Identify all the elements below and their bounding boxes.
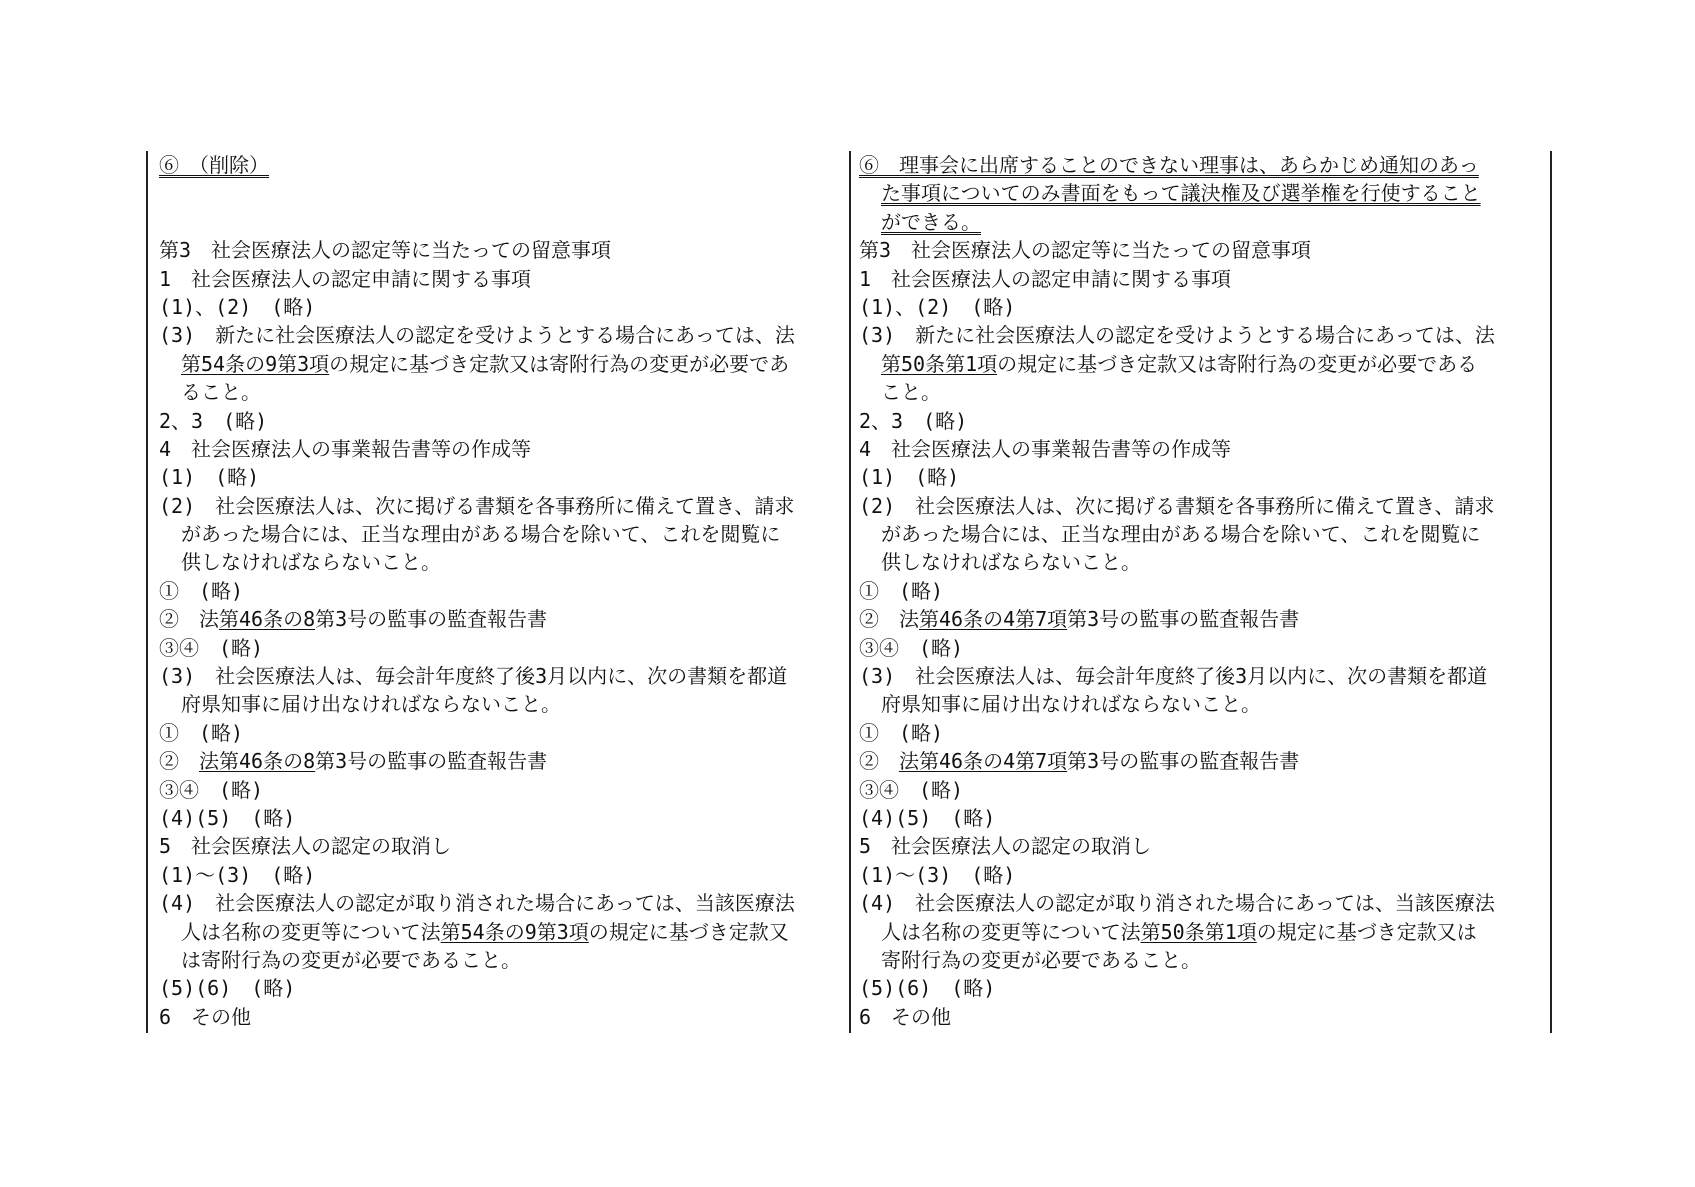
line-text: (5)(6) (略) [859, 976, 996, 1001]
line-text: 府県知事に届け出なければならないこと。 [881, 692, 1261, 717]
right-line-1 [859, 179, 1544, 207]
line-text: (4) 社会医療法人の認定が取り消された場合にあっては、当該医療法 [859, 891, 1495, 916]
right-line-18 [859, 662, 1544, 690]
line-text: ① (略) [859, 720, 944, 745]
line-text: (1)、(2) (略) [859, 294, 1016, 319]
left-line-7 [159, 350, 842, 378]
underlined-text: ⑥ 理事会に出席することのできない理事は、あらかじめ通知のあっ [859, 153, 1479, 177]
line-text: の規定に基づき定款又は寄附行為の変更が必要である [997, 351, 1478, 376]
left-column-old-text [159, 151, 842, 1031]
left-line-21 [159, 747, 842, 775]
left-line-12 [159, 492, 842, 520]
right-line-15 [859, 577, 1544, 605]
left-line-4 [159, 265, 842, 293]
center-divider [849, 151, 851, 1033]
line-text: ③④ (略) [859, 635, 964, 660]
underlined-text: 第50条第1項 [1140, 919, 1257, 944]
left-line-15 [159, 577, 842, 605]
right-line-30 [859, 1003, 1544, 1031]
left-line-18 [159, 662, 842, 690]
line-text: (1)～(3) (略) [159, 862, 316, 887]
line-text: (3) 新たに社会医療法人の認定を受けようとする場合にあっては、法 [159, 323, 795, 348]
right-column-new-text [859, 151, 1544, 1031]
line-text: (5)(6) (略) [159, 976, 296, 1001]
underlined-text: 第46条の8 [219, 607, 316, 632]
line-text: ること。 [181, 380, 261, 405]
underlined-text: 第54条の9第3項 [440, 919, 589, 944]
line-text: (3) 新たに社会医療法人の認定を受けようとする場合にあっては、法 [859, 323, 1495, 348]
line-text: 第3号の監事の監査報告書 [315, 607, 548, 632]
right-line-9 [859, 407, 1544, 435]
right-line-14 [859, 548, 1544, 576]
underlined-text: 第50条第1項 [881, 351, 998, 376]
left-line-0 [159, 151, 842, 179]
line-text: 2、3 (略) [859, 408, 968, 433]
right-line-11 [859, 463, 1544, 491]
line-text: (1) (略) [159, 465, 260, 490]
left-line-20 [159, 719, 842, 747]
line-text: があった場合には、正当な理由がある場合を除いて、これを閲覧に [181, 522, 781, 547]
line-text: 人は名称の変更等について法 [881, 919, 1141, 944]
line-text: 第3号の監事の監査報告書 [1067, 607, 1300, 632]
left-line-6 [159, 321, 842, 349]
underlined-text: 第46条の4第7項 [919, 607, 1068, 632]
line-text: 供しなければならないこと。 [181, 550, 441, 575]
right-line-13 [859, 520, 1544, 548]
line-text: 第3 社会医療法人の認定等に当たっての留意事項 [859, 238, 1312, 263]
line-text: 第3号の監事の監査報告書 [1067, 749, 1300, 774]
line-text: ① (略) [159, 720, 244, 745]
line-text: 6 その他 [859, 1004, 952, 1029]
right-line-4 [859, 265, 1544, 293]
left-line-3 [159, 236, 842, 264]
left-line-22 [159, 776, 842, 804]
right-line-3 [859, 236, 1544, 264]
line-text: の規定に基づき定款又 [588, 919, 789, 944]
right-line-27 [859, 918, 1544, 946]
left-line-25 [159, 861, 842, 889]
left-line-14 [159, 548, 842, 576]
line-text: は寄附行為の変更が必要であること。 [181, 947, 521, 972]
line-text: 5 社会医療法人の認定の取消し [859, 834, 1152, 859]
line-text: こと。 [881, 380, 941, 405]
line-text: 6 その他 [159, 1004, 252, 1029]
left-line-27 [159, 918, 842, 946]
left-line-30 [159, 1003, 842, 1031]
line-text: 5 社会医療法人の認定の取消し [159, 834, 452, 859]
line-text: 1 社会医療法人の認定申請に関する事項 [159, 266, 532, 291]
right-line-8 [859, 378, 1544, 406]
line-text: 供しなければならないこと。 [881, 550, 1141, 575]
line-text: (4)(5) (略) [159, 805, 296, 830]
underlined-text: た事項についてのみ書面をもって議決権及び選挙権を行使すること [881, 181, 1481, 206]
right-line-24 [859, 832, 1544, 860]
left-line-23 [159, 804, 842, 832]
left-line-17 [159, 634, 842, 662]
underlined-text: 法第46条の4第7項 [899, 749, 1068, 774]
line-text: (4) 社会医療法人の認定が取り消された場合にあっては、当該医療法 [159, 891, 795, 916]
line-text: (2) 社会医療法人は、次に掲げる書類を各事務所に備えて置き、請求 [859, 493, 1495, 518]
line-text: があった場合には、正当な理由がある場合を除いて、これを閲覧に [881, 522, 1481, 547]
line-text: 第3号の監事の監査報告書 [315, 749, 548, 774]
line-text: (3) 社会医療法人は、毎会計年度終了後3月以内に、次の書類を都道 [859, 664, 1488, 689]
line-text: (3) 社会医療法人は、毎会計年度終了後3月以内に、次の書類を都道 [159, 664, 788, 689]
left-line-28 [159, 946, 842, 974]
line-text: ③④ (略) [159, 777, 264, 802]
left-border [146, 151, 148, 1033]
line-text: 人は名称の変更等について法 [181, 919, 441, 944]
right-line-22 [859, 776, 1544, 804]
left-line-8 [159, 378, 842, 406]
left-line-24 [159, 832, 842, 860]
line-text: ② [159, 749, 199, 774]
right-line-19 [859, 690, 1544, 718]
right-line-10 [859, 435, 1544, 463]
line-text: (2) 社会医療法人は、次に掲げる書類を各事務所に備えて置き、請求 [159, 493, 795, 518]
line-text: (1)～(3) (略) [859, 862, 1016, 887]
right-line-0 [859, 151, 1544, 179]
left-line-26 [159, 889, 842, 917]
left-line-10 [159, 435, 842, 463]
right-line-29 [859, 974, 1544, 1002]
right-line-26 [859, 889, 1544, 917]
left-line-19 [159, 690, 842, 718]
right-line-6 [859, 321, 1544, 349]
line-text: ② [859, 749, 899, 774]
right-line-21 [859, 747, 1544, 775]
underlined-text: ⑥ （削除） [159, 153, 269, 177]
line-text: ① (略) [859, 578, 944, 603]
line-text: 第3 社会医療法人の認定等に当たっての留意事項 [159, 238, 612, 263]
right-line-23 [859, 804, 1544, 832]
right-line-17 [859, 634, 1544, 662]
line-text: ① (略) [159, 578, 244, 603]
left-line-5 [159, 293, 842, 321]
left-line-9 [159, 407, 842, 435]
line-text: 2、3 (略) [159, 408, 268, 433]
line-text: ② 法 [859, 607, 919, 632]
right-line-12 [859, 492, 1544, 520]
left-line-13 [159, 520, 842, 548]
underlined-text: ができる。 [881, 209, 981, 234]
right-line-16 [859, 605, 1544, 633]
right-line-20 [859, 719, 1544, 747]
left-line-1 [159, 179, 842, 207]
left-line-11 [159, 463, 842, 491]
line-text: (4)(5) (略) [859, 805, 996, 830]
line-text: (1)、(2) (略) [159, 294, 316, 319]
line-text: 4 社会医療法人の事業報告書等の作成等 [159, 436, 532, 461]
line-text: ③④ (略) [159, 635, 264, 660]
line-text: ② 法 [159, 607, 219, 632]
line-text: の規定に基づき定款又は [1256, 919, 1477, 944]
right-line-25 [859, 861, 1544, 889]
left-line-29 [159, 974, 842, 1002]
underlined-text: 法第46条の8 [199, 749, 316, 774]
underlined-text: 第54条の9第3項 [181, 351, 330, 376]
left-line-2 [159, 208, 842, 236]
line-text: 4 社会医療法人の事業報告書等の作成等 [859, 436, 1232, 461]
left-line-16 [159, 605, 842, 633]
right-border [1550, 151, 1552, 1033]
line-text: 1 社会医療法人の認定申請に関する事項 [859, 266, 1232, 291]
line-text: の規定に基づき定款又は寄附行為の変更が必要であ [329, 351, 790, 376]
line-text: 府県知事に届け出なければならないこと。 [181, 692, 561, 717]
right-line-28 [859, 946, 1544, 974]
line-text: ③④ (略) [859, 777, 964, 802]
right-line-2 [859, 208, 1544, 236]
line-text: (1) (略) [859, 465, 960, 490]
right-line-5 [859, 293, 1544, 321]
right-line-7 [859, 350, 1544, 378]
line-text: 寄附行為の変更が必要であること。 [881, 947, 1201, 972]
